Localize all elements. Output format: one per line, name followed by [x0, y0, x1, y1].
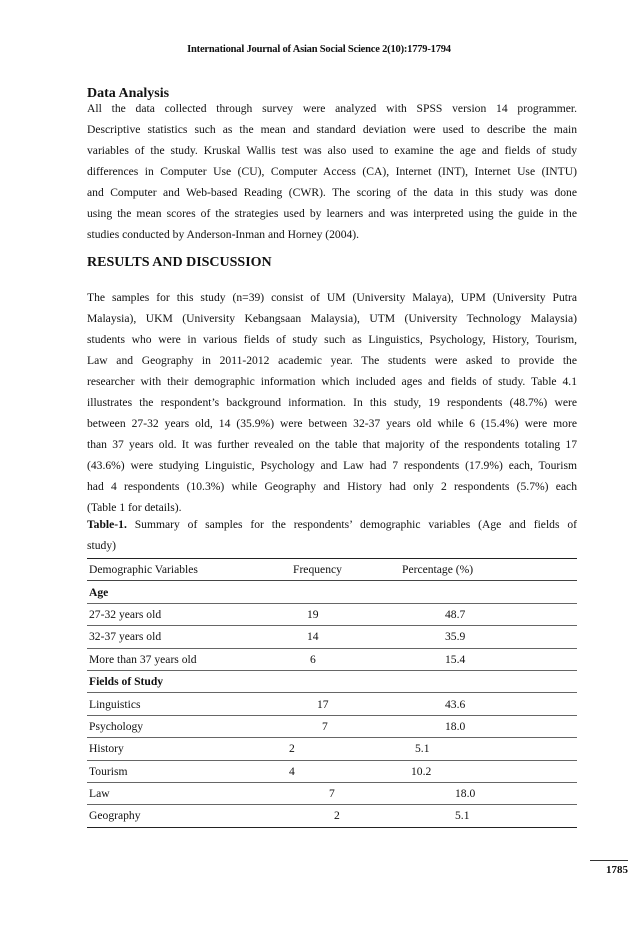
paragraph-line: than 37 years old. It was further revealed on the table that majority of the respondents totaling 17	[87, 438, 577, 451]
row-percentage: 48.7	[445, 607, 466, 621]
row-percentage: 5.1	[455, 809, 470, 823]
paragraph-line: The samples for this study (n=39) consist of UM (University Malaya), UPM (University Putra	[87, 291, 577, 304]
row-frequency: 4	[289, 764, 295, 778]
row-label: Tourism	[89, 764, 128, 778]
header-frequency: Frequency	[293, 563, 342, 577]
table-caption	[87, 514, 577, 556]
table-row	[87, 760, 577, 782]
demographics-table	[87, 558, 577, 828]
paragraph-data-analysis	[87, 98, 577, 245]
paragraph-line: researcher with their demographic information which included ages and fields of study. Table 4.1	[87, 375, 577, 388]
table-header-row	[87, 559, 577, 581]
group-label: Fields of Study	[89, 675, 164, 689]
row-frequency: 7	[329, 787, 335, 801]
table-cell	[87, 805, 577, 827]
paragraph-line: Malaysia), UKM (University Kebangsaan Malaysia), UTM (University Technology Malaysia)	[87, 312, 577, 325]
paragraph-line: had 4 respondents (10.3%) while Geography and History had only 2 respondents (5.7%) each	[87, 480, 577, 493]
row-percentage: 35.9	[445, 630, 466, 644]
table-caption-line: study)	[87, 539, 116, 552]
group-label: Age	[89, 585, 109, 599]
table-row	[87, 805, 577, 827]
page-number: 1785	[606, 864, 628, 876]
table-caption-text: Summary of samples for the respondents’ demographic variables (Age and fields of	[134, 518, 577, 531]
row-percentage: 5.1	[415, 742, 430, 756]
header-percentage: Percentage (%)	[402, 563, 474, 577]
table-cell	[87, 760, 577, 782]
row-frequency: 2	[334, 809, 340, 823]
table-cell	[87, 738, 577, 760]
row-frequency: 7	[322, 719, 328, 733]
paragraph-line: studies conducted by Anderson-Inman and Horney (2004).	[87, 228, 360, 241]
row-label: More than 37 years old	[89, 652, 197, 666]
paragraph-line: students who were in various fields of study such as Linguistics, Psychology, History, Tourism,	[87, 333, 577, 346]
header-demographic-variables: Demographic Variables	[89, 563, 198, 577]
paragraph-line: (43.6%) were studying Linguistic, Psychology and Law had 7 respondents (17.9%) each, Tourism	[87, 459, 577, 472]
paragraph-line: (Table 1 for details).	[87, 501, 182, 514]
row-frequency: 14	[307, 630, 319, 644]
table-cell	[87, 715, 577, 737]
table-group-row	[87, 670, 577, 692]
section-title-results: RESULTS AND DISCUSSION	[87, 255, 272, 270]
paragraph-line: All the data collected through survey were analyzed with SPSS version 14 programmer.	[87, 102, 577, 115]
paragraph-line: Law and Geography in 2011-2012 academic year. The students were asked to provide the	[87, 354, 577, 367]
table-header-cell	[87, 559, 577, 581]
row-label: Geography	[89, 809, 141, 823]
table-cell	[87, 603, 577, 625]
row-percentage: 10.2	[411, 764, 432, 778]
table-row	[87, 715, 577, 737]
paragraph-line: illustrates the respondent’s background information. In this study, 19 respondents (48.7%) were	[87, 396, 577, 409]
table-cell	[87, 693, 577, 715]
row-percentage: 18.0	[445, 719, 466, 733]
section-title-data-analysis: Data Analysis	[87, 86, 170, 101]
table-row	[87, 648, 577, 670]
paragraph-results	[87, 287, 577, 518]
row-label: History	[89, 742, 124, 756]
paragraph-line: between 27-32 years old, 14 (35.9%) were between 32-37 years old while 6 (15.4%) were more	[87, 417, 577, 430]
footer-rule	[590, 860, 628, 861]
row-label: Linguistics	[89, 697, 141, 711]
paragraph-line: differences in Computer Use (CU), Computer Access (CA), Internet (INT), Internet Use (INTU)	[87, 165, 577, 178]
table-cell	[87, 670, 577, 692]
paragraph-line: and Computer and Web-based Reading (CWR). The scoring of the data in this study was done	[87, 186, 577, 199]
row-frequency: 6	[310, 652, 316, 666]
row-percentage: 18.0	[455, 787, 476, 801]
paragraph-line: variables of the study. Kruskal Wallis test was also used to examine the age and fields of study	[87, 144, 577, 157]
table-row	[87, 738, 577, 760]
row-label: 27-32 years old	[89, 607, 162, 621]
table-row	[87, 626, 577, 648]
table-cell	[87, 581, 577, 603]
table-cell	[87, 648, 577, 670]
row-frequency: 2	[289, 742, 295, 756]
table-row	[87, 782, 577, 804]
table-row	[87, 603, 577, 625]
row-percentage: 43.6	[445, 697, 466, 711]
table-cell	[87, 626, 577, 648]
row-label: Law	[89, 787, 110, 801]
row-label: Psychology	[89, 719, 144, 733]
table-caption-line	[87, 514, 577, 535]
row-frequency: 17	[317, 697, 329, 711]
table-row	[87, 693, 577, 715]
table-group-row	[87, 581, 577, 603]
row-percentage: 15.4	[445, 652, 466, 666]
table-cell	[87, 782, 577, 804]
paragraph-line: using the mean scores of the strategies used by learners and was interpreted using the guide in the	[87, 207, 577, 220]
paragraph-line: Descriptive statistics such as the mean and standard deviation were used to describe the main	[87, 123, 577, 136]
row-frequency: 19	[307, 607, 319, 621]
running-header: International Journal of Asian Social Science 2(10):1779-1794	[187, 44, 451, 55]
row-label: 32-37 years old	[89, 630, 162, 644]
table-caption-label: Table-1.	[87, 518, 127, 531]
